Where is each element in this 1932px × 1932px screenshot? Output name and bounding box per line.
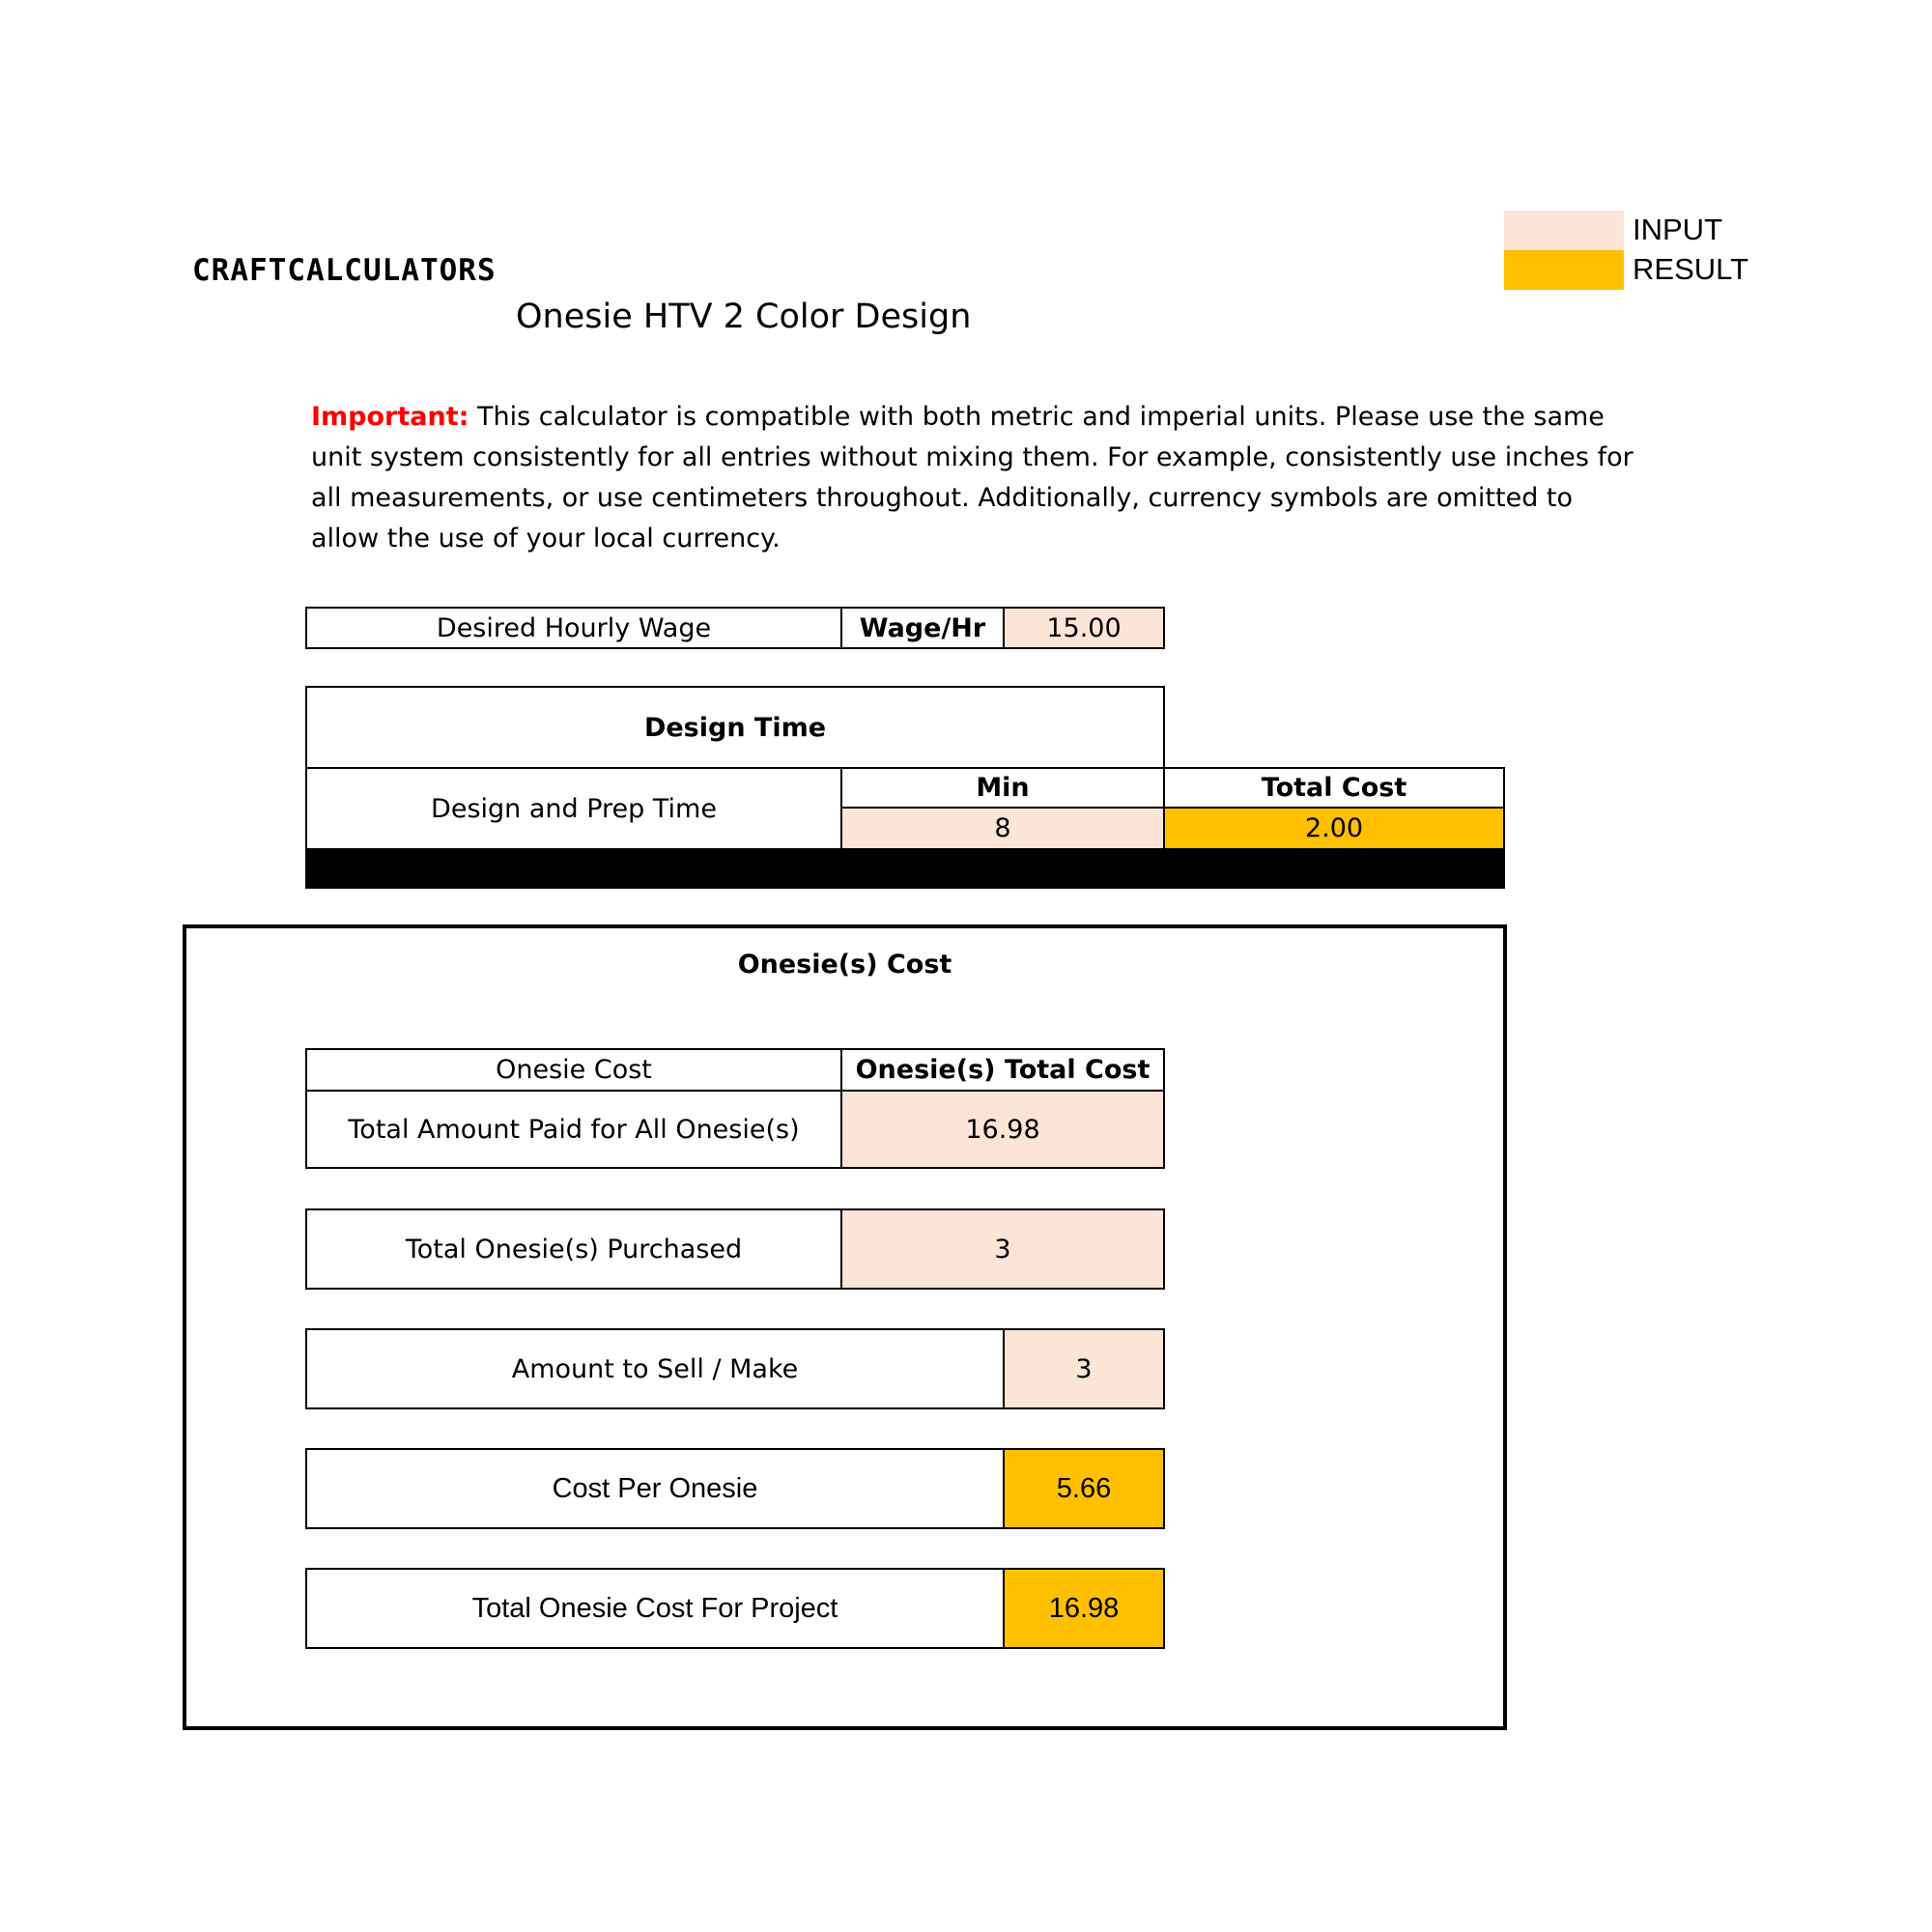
brand-name: CRAFTCALCULATORS — [192, 253, 497, 288]
amount-to-sell-label: Amount to Sell / Make — [305, 1328, 1005, 1409]
amount-to-sell-input[interactable]: 3 — [1003, 1328, 1165, 1409]
min-header: Min — [840, 767, 1165, 809]
onesies-purchased-input[interactable]: 3 — [840, 1208, 1165, 1290]
total-project-cost-label: Total Onesie Cost For Project — [305, 1568, 1005, 1649]
total-cost-header: Total Cost — [1163, 767, 1505, 809]
result-legend-label: RESULT — [1633, 252, 1749, 286]
page-title: Onesie HTV 2 Color Design — [516, 298, 972, 336]
design-total-cost-result: 2.00 — [1163, 807, 1505, 850]
cost-per-onesie-label: Cost Per Onesie — [305, 1448, 1005, 1529]
design-prep-time-label: Design and Prep Time — [305, 767, 842, 850]
black-divider-bar — [305, 848, 1505, 889]
important-note — [311, 397, 1634, 559]
wage-unit-label: Wage/Hr — [840, 607, 1005, 649]
input-legend-swatch — [1504, 211, 1624, 250]
onesie-cost-header: Onesie Cost — [305, 1048, 842, 1092]
onesie-cost-title: Onesie(s) Cost — [737, 950, 952, 980]
onesies-purchased-label: Total Onesie(s) Purchased — [305, 1208, 842, 1290]
important-label: Important: — [311, 402, 469, 432]
design-minutes-input[interactable]: 8 — [840, 807, 1165, 850]
total-project-cost-result: 16.98 — [1003, 1568, 1165, 1649]
important-text: This calculator is compatible with both metric and imperial units. Please use the same unit system consistently for all entries without mixing them. For example, consistently use inches for all measurements, or use centimeters throughout. Additionally, currency symbols are omitted to allow the use of your local currency. — [311, 402, 1634, 554]
total-amount-paid-label: Total Amount Paid for All Onesie(s) — [305, 1090, 842, 1169]
total-amount-paid-input[interactable]: 16.98 — [840, 1090, 1165, 1169]
hourly-wage-input[interactable]: 15.00 — [1003, 607, 1165, 649]
input-legend-label: INPUT — [1633, 213, 1722, 246]
cost-per-onesie-result: 5.66 — [1003, 1448, 1165, 1529]
onesie-total-cost-header: Onesie(s) Total Cost — [840, 1048, 1165, 1092]
design-time-title: Design Time — [305, 686, 1165, 769]
hourly-wage-label: Desired Hourly Wage — [305, 607, 842, 649]
result-legend-swatch — [1504, 250, 1624, 290]
